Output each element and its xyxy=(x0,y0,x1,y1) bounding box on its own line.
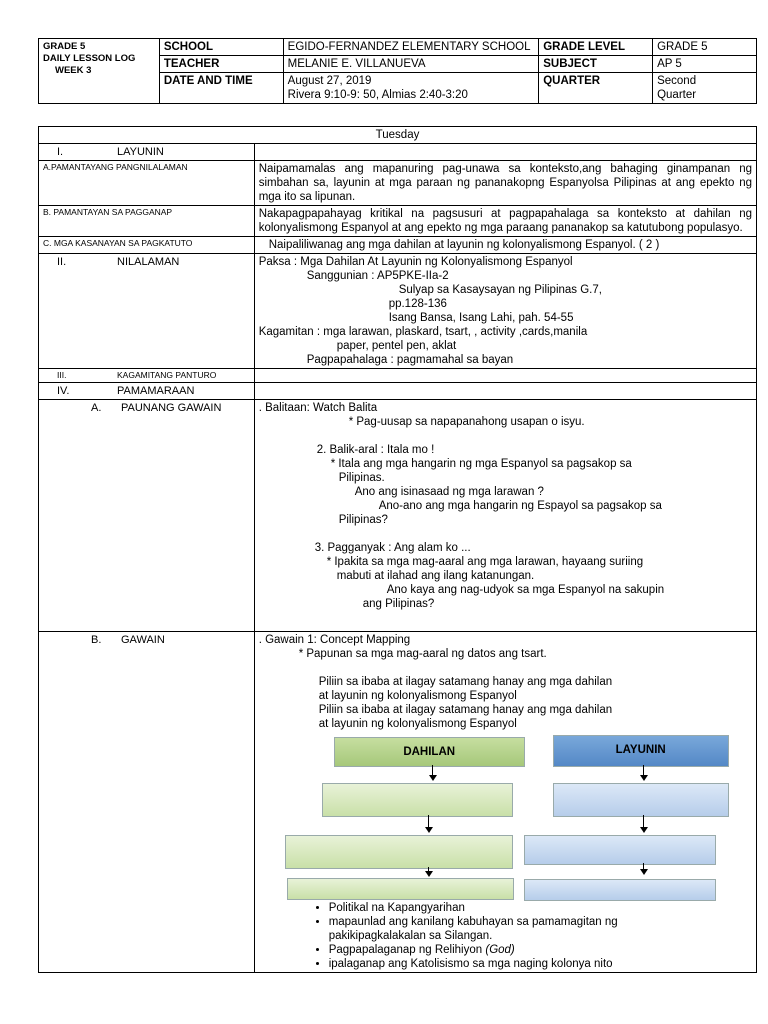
choice-text: Pagpapalaganap ng Relihiyon xyxy=(328,944,483,956)
sanggunian-line: Sanggunian : AP5PKE-IIa-2 xyxy=(306,270,449,282)
choice-text: mapaunlad ang kanilang kabuhayan sa pamamagitan ng xyxy=(328,916,618,928)
kasanayan-label: C. MGA KASANAYAN SA PAGKATUTO xyxy=(39,237,255,254)
balitaan-detail: * Pag-uusap sa napapanahong usapan o isyu. xyxy=(348,416,585,428)
date-label: DATE AND TIME xyxy=(159,73,283,104)
pagganyak-detail: mabuti at ilahad ang ilang katanungan. xyxy=(336,570,535,582)
balik-aral-question: Pilipinas? xyxy=(338,514,388,526)
subject-value: AP 5 xyxy=(653,56,757,73)
paunang-gawain-content xyxy=(254,400,756,632)
pamantayang-pangnilalaman-text: Naipamamalas ang mapanuring pag-unawa sa konteksto,ang bahaging ginampanan ng simbahan sa, layunin at mga paraan ng pananakopng Espanyolsa Pilipinas at ang epekto ng mga ito sa lipunan. xyxy=(254,161,756,206)
sub-label: PAUNANG GAWAIN xyxy=(121,402,222,414)
arrow-down-icon xyxy=(428,765,438,781)
school-value: EGIDO-FERNANDEZ ELEMENTARY SCHOOL xyxy=(283,39,539,56)
balik-aral-detail: * Itala ang mga hangarin ng mga Espanyol sa pagsakop sa xyxy=(330,458,632,470)
balitaan-line: . Balitaan: Watch Balita xyxy=(258,402,378,414)
gawain-label xyxy=(39,632,255,973)
dahilan-answer-box-2[interactable] xyxy=(285,835,513,869)
kasanayan-text: Naipaliliwanag ang mga dahilan at layunin ng kolonyalismong Espanyol. ( 2 ) xyxy=(254,237,756,254)
date-line-2: Rivera 9:10-9: 50, Almias 2:40-3:20 xyxy=(287,89,468,101)
subject-label: SUBJECT xyxy=(539,56,653,73)
lesson-table xyxy=(38,126,757,973)
arrow-down-icon xyxy=(424,815,434,833)
balik-aral-question: Ano-ano ang mga hangarin ng Espayol sa pagsakop sa xyxy=(378,500,662,512)
layunin-header-box xyxy=(553,735,729,767)
arrow-down-icon xyxy=(639,863,649,875)
day-header: Tuesday xyxy=(39,127,757,144)
gawain-instruction: * Papunan sa mga mag-aaral ng datos ang tsart. xyxy=(298,648,547,660)
section-label: KAGAMITANG PANTURO xyxy=(117,370,217,380)
concept-map xyxy=(259,733,752,901)
choice-item xyxy=(329,915,752,943)
sub-number: B. xyxy=(91,634,102,646)
quarter-label: QUARTER xyxy=(539,73,653,104)
choice-text: Politikal na Kapangyarihan xyxy=(328,902,465,914)
balik-aral-line: 2. Balik-aral : Itala mo ! xyxy=(316,444,435,456)
kagamitan-line: Kagamitan : mga larawan, plaskard, tsart, , activity ,cards,manila xyxy=(258,326,588,338)
teacher-label: TEACHER xyxy=(159,56,283,73)
quarter-value xyxy=(653,73,757,104)
section-number: I. xyxy=(57,146,64,158)
choice-item xyxy=(329,943,752,957)
section-label: LAYUNIN xyxy=(117,146,164,158)
choices-list xyxy=(259,901,752,971)
empty-cell xyxy=(254,369,756,383)
pagganyak-detail: * Ipakita sa mga mag-aaral ang mga larawan, hayaang suriing xyxy=(326,556,644,568)
gawain-content xyxy=(254,632,756,973)
sub-number: A. xyxy=(91,402,102,414)
pamantayan-sa-pagganap-label: B. PAMANTAYAN SA PAGGANAP xyxy=(39,206,255,237)
pamantayan-sa-pagganap-text: Nakapagpapahayag kritikal na pagsusuri at pagpapahalaga sa konteksto at dahilan ng kolonyalismong Espanyol at ang epekto ng mga paraang pananakop sa katutubong populasyo. xyxy=(254,206,756,237)
header-left-cell xyxy=(39,39,160,104)
balik-aral-detail: Pilipinas. xyxy=(338,472,385,484)
dahilan-header-box xyxy=(334,737,525,767)
paksa-line: Paksa : Mga Dahilan At Layunin ng Kolonyalismong Espanyol xyxy=(258,256,573,268)
date-value xyxy=(283,73,539,104)
header-table xyxy=(38,38,757,104)
pagpapahalaga-line: Pagpapahalaga : pagmamahal sa bayan xyxy=(306,354,514,366)
nilalaman-content xyxy=(254,254,756,369)
reference-line: Sulyap sa Kasaysayan ng Pilipinas G.7, xyxy=(398,284,602,296)
choice-item xyxy=(329,901,752,915)
layunin-label: LAYUNIN xyxy=(615,744,666,756)
pagganyak-question: Ano kaya ang nag-udyok sa mga Espanyol na sakupin xyxy=(386,584,665,596)
section-layunin xyxy=(39,144,255,161)
empty-cell xyxy=(254,383,756,400)
choice-item xyxy=(329,957,752,971)
layunin-answer-box-1[interactable] xyxy=(553,783,729,817)
gawain-direction: at layunin ng kolonyalismong Espanyol xyxy=(318,718,517,730)
section-pamamaraan xyxy=(39,383,255,400)
date-line-1: August 27, 2019 xyxy=(287,75,372,87)
reference-pages: pp.128-136 xyxy=(388,298,447,310)
dahilan-label: DAHILAN xyxy=(403,746,456,758)
sub-label: GAWAIN xyxy=(121,634,165,646)
teacher-value: MELANIE E. VILLANUEVA xyxy=(283,56,539,73)
quarter-line-1: Second xyxy=(657,75,697,87)
arrow-down-icon xyxy=(424,867,434,877)
grade-label: GRADE 5 xyxy=(43,41,86,52)
quarter-line-2: Quarter xyxy=(657,89,697,101)
arrow-down-icon xyxy=(639,815,649,833)
choice-text: ipalaganap ang Katolisismo sa mga naging kolonya nito xyxy=(328,958,613,970)
choice-text: pakikipagkalakalan sa Silangan. xyxy=(328,930,493,942)
gawain-direction: Piliin sa ibaba at ilagay satamang hanay ang mga dahilan xyxy=(318,704,613,716)
kagamitan-cont: paper, pentel pen, aklat xyxy=(336,340,457,352)
section-number: IV. xyxy=(57,385,70,397)
pagganyak-line: 3. Pagganyak : Ang alam ko ... xyxy=(314,542,471,554)
section-kagamitang-panturo xyxy=(39,369,255,383)
school-label: SCHOOL xyxy=(159,39,283,56)
arrow-down-icon xyxy=(639,765,649,781)
layunin-answer-box-2[interactable] xyxy=(524,835,716,865)
reference-line: Isang Bansa, Isang Lahi, pah. 54-55 xyxy=(388,312,574,324)
layunin-answer-box-3[interactable] xyxy=(524,879,716,901)
balik-aral-question: Ano ang isinasaad ng mga larawan ? xyxy=(354,486,544,498)
pagganyak-question: ang Pilipinas? xyxy=(362,598,435,610)
empty-cell xyxy=(254,144,756,161)
section-label: NILALAMAN xyxy=(117,256,180,268)
grade-level-value: GRADE 5 xyxy=(653,39,757,56)
dahilan-answer-box-3[interactable] xyxy=(287,878,514,900)
dahilan-answer-box-1[interactable] xyxy=(322,783,513,817)
gawain-direction: at layunin ng kolonyalismong Espanyol xyxy=(318,690,517,702)
week-label: WEEK 3 xyxy=(55,65,92,76)
grade-level-label: GRADE LEVEL xyxy=(539,39,653,56)
gawain-title: . Gawain 1: Concept Mapping xyxy=(258,634,411,646)
section-label: PAMAMARAAN xyxy=(117,385,195,397)
section-number: II. xyxy=(57,256,67,268)
section-nilalaman xyxy=(39,254,255,369)
gawain-direction: Piliin sa ibaba at ilagay satamang hanay ang mga dahilan xyxy=(318,676,613,688)
pamantayang-pangnilalaman-label: A.PAMANTAYANG PANGNILALAMAN xyxy=(39,161,255,206)
section-number: III. xyxy=(57,370,67,380)
paunang-gawain-label xyxy=(39,400,255,632)
choice-note: (God) xyxy=(485,944,515,956)
dll-label: DAILY LESSON LOG xyxy=(43,53,136,64)
